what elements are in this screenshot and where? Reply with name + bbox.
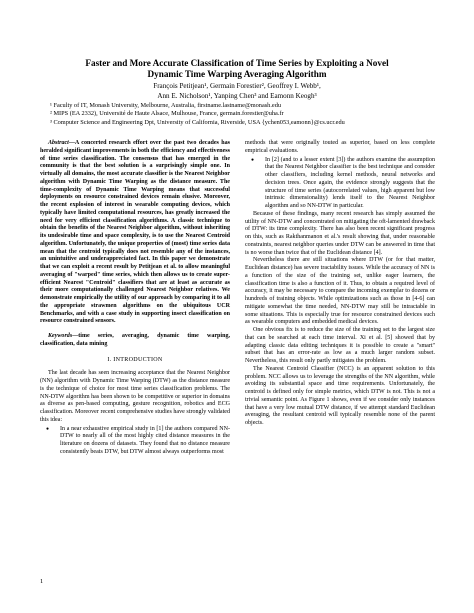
abstract-label: Abstract	[48, 140, 69, 146]
bullet-1-continuation: methods that were originally touted as superior, based on less complete empirical evaluations.	[245, 140, 435, 154]
affiliations	[50, 102, 450, 127]
paragraph-findings: Because of these findings, many recent research has simply assumed the utility of NN-DTW and concentrated on mitigating the oft-lamented drawback of DTW: its time complexity. There has also been recent significant progress on this, such as Rakthanmanon et al.'s result showing that, under reasonable constraints, nearest neighbor queries under DTW can be answered in time that is no worse than twice that of the Euclidean distance [4].	[245, 210, 435, 256]
author-list	[20, 82, 454, 101]
keywords-body: —time series, averaging, dynamic time warping, classification, data mining	[40, 333, 230, 347]
bullet-icon: ●	[46, 426, 50, 432]
keywords-label: Keywords	[48, 333, 73, 339]
intro-paragraph: The last decade has seen increasing acceptance that the Nearest Neighbor (NN) algorithm with Dynamic Time Warping (DTW) as the distance measure is the technique of choice for most time series classification problems. The NN-DTW algorithm has been shown to be competitive or superior in domains as diverse as pen-based computing, gesture recognition, robotics and ECG classification. Moreover recent comprehensive studies have strongly validated this idea:	[40, 370, 230, 423]
bullet-1-text: In a near exhaustive empirical study in [1] the authors compared NN-DTW to nearly all of the most highly cited distance measures in the literature on dozens of datasets. They found that no distance measure consistently beats DTW, but DTW almost always outperforms most	[60, 425, 230, 455]
bullet-2-text: In [2] (and to a lesser extent [3]) the authors examine the assumption that the Nearest Neighbor classifier is the best technique and consider other classifiers, including kernel methods, neural networks and decision trees. Once again, the evidence strongly suggests that the structure of time series (autocorrelated values, high apparent but low intrinsic dimensionality) lends itself to the Nearest Neighbor algorithm and so NN-DTW in particular.	[265, 156, 435, 209]
right-column	[245, 140, 435, 428]
list-item	[251, 157, 435, 211]
page-number: 1	[40, 578, 44, 585]
left-column	[40, 140, 230, 457]
paragraph-nearest-centroid: The Nearest Centroid Classifier (NCC) is an apparent solution to this problem. NCC allows us to leverage the strengths of the NN algorithm, while avoiding its substantial space and time requirements. Unfortunately, the centroid is defined only for simple metrics, which DTW is not. This is not a trivial semantic point. As Figure 1 shows, even if we consider only instances that have a very low mutual DTW distance, if we attempt standard Euclidean averaging, the resultant centroid will typically resemble none of the parent objects.	[245, 365, 435, 426]
abstract-body: —A concerted research effort over the past two decades has heralded significant improvements in both the efficiency and effectiveness of time series classification. The consensus that has emerged in the community is that the best solution is a surprisingly simple one. In virtually all domains, the most accurate classifier is the Nearest Neighbor algorithm with Dynamic Time Warping as the distance measure. The time-complexity of Dynamic Time Warping means that successful deployments on resource constrained devices remain elusive. Moreover, the recent explosion of interest in wearable computing devices, which typically have limited computational resources, has greatly increased the need for very efficient classification algorithms. A classic technique to obtain the benefits of the Nearest Neighbor algorithm, without inheriting its undesirable time and space complexity, is to use the Nearest Centroid algorithm. Unfortunately, the unique properties of (most) time series data mean that the centroid typically does not resemble any of the instances, an unintuitive and underappreciated fact. In this paper we demonstrate that we can exploit a recent result by Petitjean et al. to allow meaningful averaging of "warped" time series, which then allows us to create super-efficient Nearest "Centroid" classifiers that are at least as accurate as their more computationally challenged Nearest Neighbor relatives. We demonstrate empirically the utility of our approach by comparing it to all the appropriate strawmen algorithms on the ubiquitous UCR Benchmarks, and with a case study in supporting insect classification on resource constrained sensors.	[40, 140, 231, 325]
abstract	[40, 140, 230, 326]
title-line-1: Faster and More Accurate Classification of Time Series by Exploiting a Novel	[85, 58, 389, 68]
keywords	[40, 333, 230, 349]
affiliation-3: ³ Computer Science and Engineering Dpt, University of California, Riverside, USA {ychen053,eamonn}@cs.ucr.edu	[50, 118, 345, 126]
section-heading-introduction: I. INTRODUCTION	[107, 356, 163, 363]
paragraph-reduce-training-set: One obvious fix is to reduce the size of the training set to the largest size that can be searched at each time interval. Xi et al. [5] showed that by adapting classic data editing techniques it is possible to create a "smart" subset that has an error-rate as low as a much larger random subset. Nevertheless, this result only partly mitigates the problem.	[245, 327, 435, 364]
title-line-2: Dynamic Time Warping Averaging Algorithm	[147, 69, 327, 79]
authors-line-2: Ann E. Nicholson¹, Yanping Chen³ and Eamonn Keogh³	[157, 91, 317, 100]
bullet-icon: ●	[251, 157, 255, 163]
paragraph-tractability: Nevertheless there are still situations where DTW (or for that matter, Euclidean distance) has severe tractability issues. While the accuracy of NN is a function of the size of the training set, unlike eager learners, the classification time is also a function of it. Thus, to obtain a required level of accuracy, it may be necessary to compare the incoming exemplar to dozens or hundreds of training objects. While optimizations such as those in [4-6] can mitigate somewhat the time needed, NN-DTW may still be intractable in some situations. This is especially true for resource constrained devices such as wearable computers and embedded medical devices.	[245, 257, 435, 326]
paper-title	[20, 58, 454, 80]
authors-line-1: François Petitjean¹, Germain Forestier², Geoffrey I. Webb¹,	[153, 82, 321, 90]
affiliation-2: ² MIPS (EA 2332), Université de Haute Alsace, Mulhouse, France, germain.forestier@uha.fr	[50, 110, 284, 118]
affiliation-1: ¹ Faculty of IT, Monash University, Melbourne, Australia, firstname.lastname@monash.edu	[50, 102, 282, 109]
list-item	[46, 426, 230, 457]
